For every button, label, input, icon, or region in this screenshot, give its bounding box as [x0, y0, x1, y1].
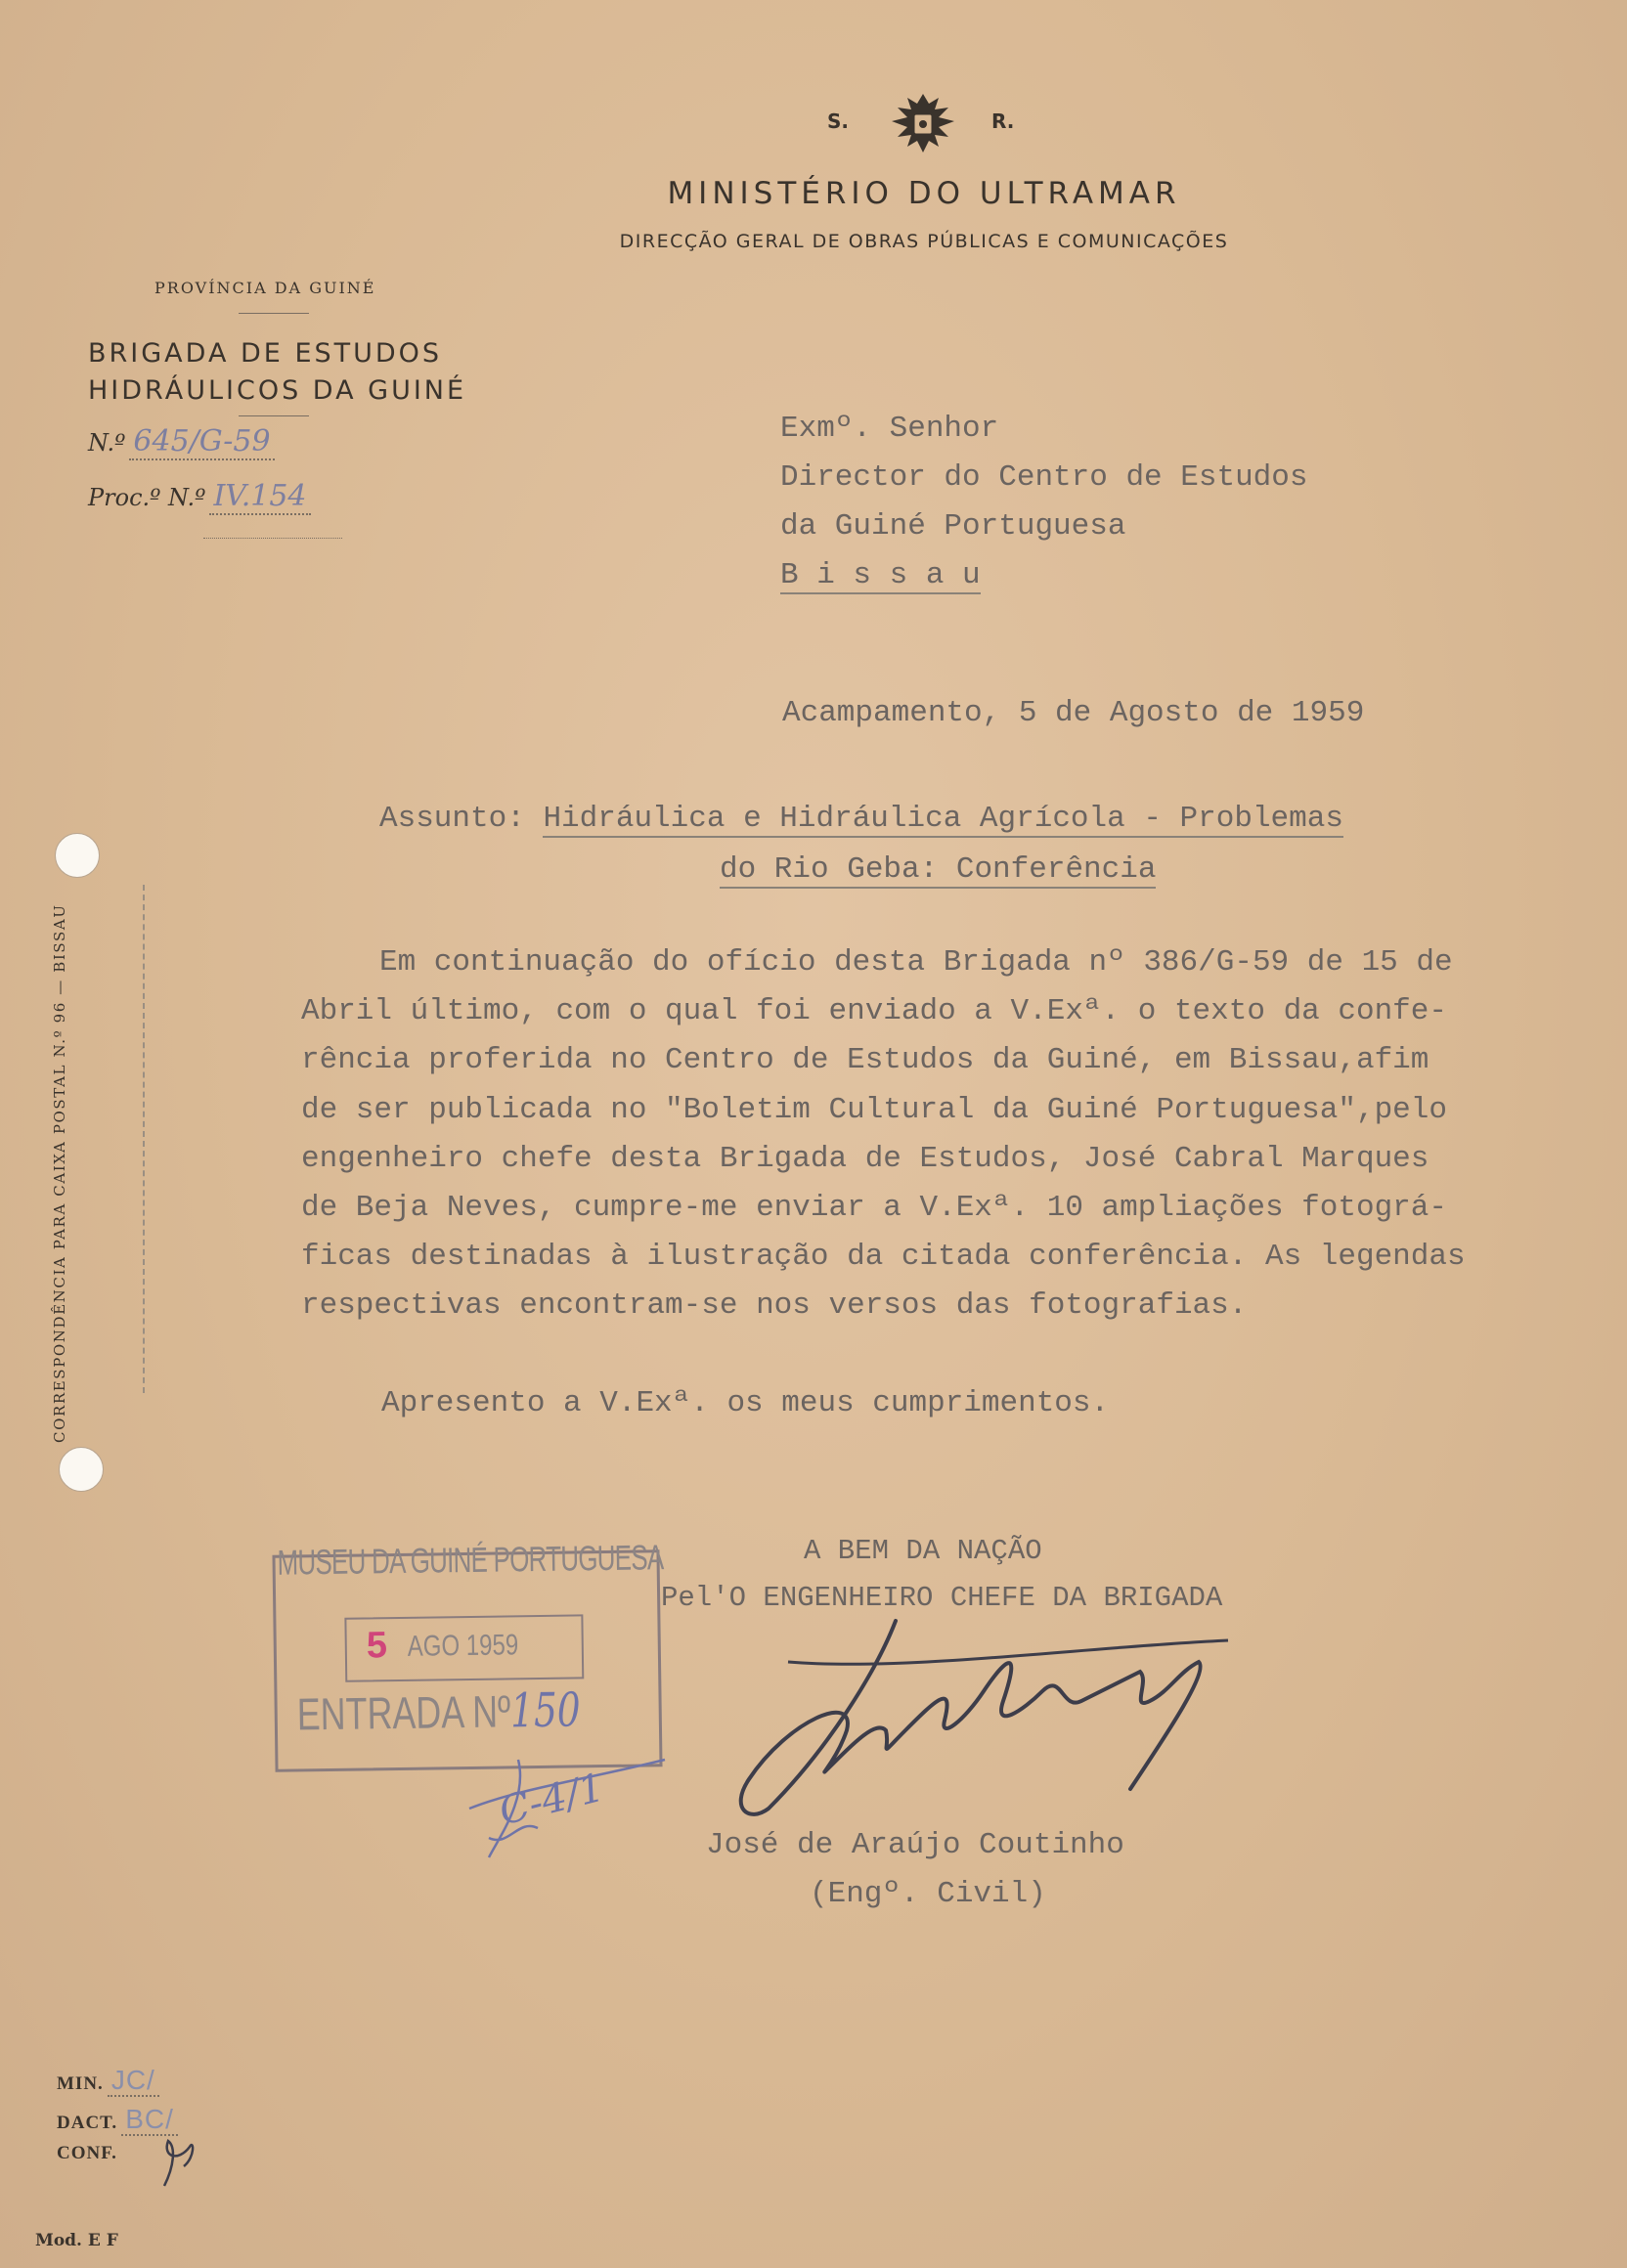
letterhead-s: S. — [827, 109, 850, 133]
min-value: JC/ — [108, 2065, 159, 2097]
signatory-name: José de Araújo Coutinho — [706, 1828, 1124, 1862]
min-label: MIN. — [57, 2073, 104, 2094]
recipient-line-4 — [780, 551, 1308, 600]
letter-body — [301, 938, 1562, 1331]
conf-label: CONF. — [57, 2143, 117, 2163]
stamp-entrada-number: 150 — [509, 1682, 582, 1739]
date-line: Acampamento, 5 de Agosto de 1959 — [782, 696, 1365, 730]
stamp-date — [344, 1614, 584, 1681]
subject-line-2: do Rio Geba: Conferência — [720, 852, 1157, 887]
processo-value: IV.154 — [209, 479, 310, 515]
ink-scribble-icon — [460, 1721, 684, 1867]
punch-hole — [59, 1447, 104, 1492]
brigada-name — [88, 335, 466, 410]
subject-label: Assunto: — [379, 802, 525, 836]
body-line: ficas destinadas à ilustração da citada conferência. As legendas — [301, 1240, 1466, 1275]
brigada-line-2: HIDRÁULICOS DA GUINÉ — [88, 375, 467, 406]
subject-line-1: Hidráulica e Hidráulica Agrícola - Problemas — [543, 802, 1343, 836]
recipient-line-2: Director do Centro de Estudos — [780, 460, 1308, 495]
body-line: engenheiro chefe desta Brigada de Estudos, José Cabral Marques — [301, 1141, 1429, 1176]
subject — [379, 794, 1343, 895]
fold-line — [143, 885, 145, 1393]
body-line: de ser publicada no "Boletim Cultural da Guiné Portuguesa",pelo — [301, 1092, 1447, 1127]
handwritten-reference: C-4/1 — [495, 1765, 609, 1835]
recipient-address — [780, 405, 1308, 600]
recipient-city: B i s s a u — [780, 558, 981, 592]
process-number — [88, 479, 311, 513]
provincia-label: PROVÍNCIA DA GUINÉ — [154, 279, 376, 297]
direccao-geral: DIRECÇÃO GERAL DE OBRAS PÚBLICAS E COMUNICAÇÕES — [619, 231, 1229, 252]
dact-label: DACT. — [57, 2113, 118, 2133]
stamp-day: 5 — [366, 1625, 388, 1667]
dact-value: BC/ — [121, 2104, 178, 2136]
motto: A BEM DA NAÇÃO — [804, 1535, 1042, 1567]
initials-min — [57, 2065, 159, 2096]
coat-of-arms-icon — [878, 90, 968, 158]
signatory-title: (Engº. Civil) — [810, 1877, 1046, 1911]
body-line: Em continuação do ofício desta Brigada nº 386/G-59 de 15 de — [379, 945, 1453, 980]
recipient-line-1: Exmº. Senhor — [780, 412, 999, 446]
recipient-line-3: da Guiné Portuguesa — [780, 509, 1126, 544]
closing-greeting: Apresento a V.Exª. os meus cumprimentos. — [381, 1386, 1110, 1420]
caixa-postal-side-text: CORRESPONDÊNCIA PARA CAIXA POSTAL N.º 96 — BISSAU — [51, 903, 68, 1443]
numero-value: 645/G-59 — [129, 424, 274, 460]
ministry-title: MINISTÉRIO DO ULTRAMAR — [667, 176, 1181, 211]
brigada-line-1: BRIGADA DE ESTUDOS — [88, 338, 443, 369]
reference-number — [88, 424, 275, 458]
on-behalf-of: Pel'O ENGENHEIRO CHEFE DA BRIGADA — [661, 1582, 1223, 1614]
body-line: de Beja Neves, cumpre-me enviar a V.Exª. 10 ampliações fotográ- — [301, 1191, 1447, 1226]
conf-initial-icon — [154, 2127, 203, 2190]
divider — [203, 538, 342, 540]
form-model: Mod. E F — [35, 2231, 118, 2250]
punch-hole — [55, 833, 100, 878]
stamp-museum: MUSEU DA GUINÉ PORTUGUESA — [277, 1537, 664, 1583]
letterhead-r: R. — [991, 109, 1015, 133]
divider — [239, 313, 309, 314]
signature-icon — [710, 1613, 1238, 1828]
body-line: respectivas encontram-se nos versos das fotografias. — [301, 1288, 1248, 1324]
body-line: Abril último, com o qual foi enviado a V.Exª. o texto da confe- — [301, 994, 1447, 1029]
divider — [239, 415, 309, 416]
body-line: rência proferida no Centro de Estudos da Guiné, em Bissau,afim — [301, 1043, 1429, 1078]
initials-conf — [57, 2143, 117, 2164]
numero-label: N.º — [88, 429, 126, 457]
stamp-entrada-label: ENTRADA Nº — [296, 1685, 511, 1740]
stamp-month-year: AGO 1959 — [407, 1629, 519, 1663]
processo-label: Proc.º N.º — [88, 484, 206, 511]
